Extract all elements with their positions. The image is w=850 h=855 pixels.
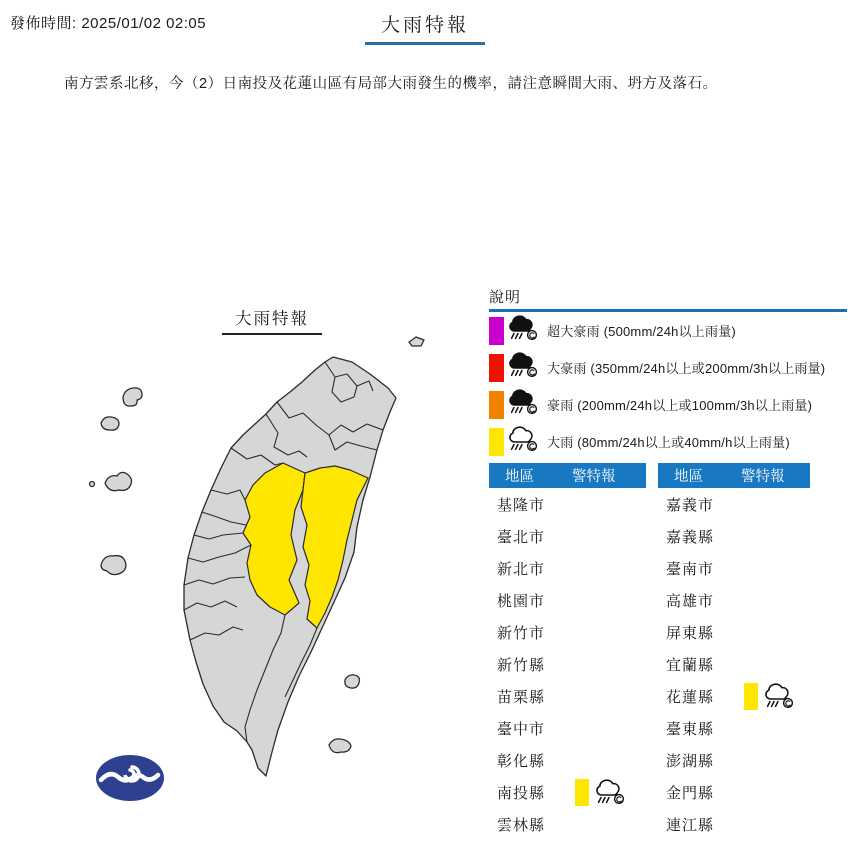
legend-item-大雨	[489, 423, 847, 460]
warning-indicator-大雨	[744, 682, 797, 710]
region-name: 新竹縣	[497, 656, 546, 674]
region-name: 南投縣	[497, 784, 546, 802]
legend-item-超大豪雨	[489, 312, 847, 349]
cwb-logo-icon	[96, 755, 164, 801]
legend-item-大豪雨	[489, 349, 847, 386]
legend-panel	[489, 286, 847, 460]
outline-rain-cloud-icon	[507, 425, 541, 453]
legend-item-label: 超大豪雨 (500mm/24h以上雨量)	[547, 324, 736, 339]
region-name: 桃園市	[497, 592, 546, 610]
table-body	[489, 488, 646, 840]
table-row-新竹市	[489, 616, 646, 648]
legend-item-label: 大雨 (80mm/24h以上或40mm/h以上雨量)	[547, 435, 790, 450]
table-row-高雄市	[658, 584, 810, 616]
table-row-嘉義市	[658, 488, 810, 520]
warning-table-left	[489, 463, 646, 840]
filled-storm-cloud-icon	[507, 388, 541, 416]
warning-color-swatch	[575, 779, 589, 806]
table-row-連江縣	[658, 808, 810, 840]
region-name: 彰化縣	[497, 752, 546, 770]
region-name: 新竹市	[497, 624, 546, 642]
table-row-桃園市	[489, 584, 646, 616]
table-row-彰化縣	[489, 744, 646, 776]
filled-storm-cloud-icon	[507, 314, 541, 342]
region-name: 嘉義縣	[666, 528, 715, 546]
column-header-warning: 警特報	[572, 469, 616, 485]
map-title: 大雨特報	[222, 305, 322, 335]
table-body	[658, 488, 810, 840]
region-hualien-highlight	[301, 466, 368, 628]
region-name: 澎湖縣	[666, 752, 715, 770]
table-row-新北市	[489, 552, 646, 584]
bulletin-text: 南方雲系北移，今（2）日南投及花蓮山區有局部大雨發生的機率，請注意瞬間大雨、坍方及落石。	[64, 76, 718, 92]
region-name: 嘉義市	[666, 496, 715, 514]
region-name: 金門縣	[666, 784, 715, 802]
filled-storm-cloud-icon	[507, 351, 541, 379]
taiwan-map-svg	[85, 285, 480, 850]
region-name: 臺中市	[497, 720, 546, 738]
legend-title: 說明	[489, 289, 522, 306]
column-header-region: 地區	[674, 469, 703, 485]
region-name: 苗栗縣	[497, 688, 546, 706]
page-title: 大雨特報	[365, 10, 485, 45]
table-row-臺東縣	[658, 712, 810, 744]
legend-color-swatch	[489, 428, 504, 456]
table-header	[658, 463, 810, 488]
region-name: 基隆市	[497, 496, 546, 514]
region-name: 高雄市	[666, 592, 715, 610]
legend-item-label: 豪雨 (200mm/24h以上或100mm/3h以上雨量)	[547, 398, 813, 413]
table-row-澎湖縣	[658, 744, 810, 776]
warning-color-swatch	[744, 683, 758, 710]
warning-table-right	[658, 463, 810, 840]
table-header	[489, 463, 646, 488]
table-row-屏東縣	[658, 616, 810, 648]
table-row-嘉義縣	[658, 520, 810, 552]
heavy-rain-cloud-icon	[763, 682, 797, 710]
table-row-臺北市	[489, 520, 646, 552]
table-row-臺南市	[658, 552, 810, 584]
legend-item-豪雨	[489, 386, 847, 423]
table-row-苗栗縣	[489, 680, 646, 712]
column-header-warning: 警特報	[741, 469, 785, 485]
table-row-宜蘭縣	[658, 648, 810, 680]
legend-color-swatch	[489, 354, 504, 382]
region-name: 新北市	[497, 560, 546, 578]
region-name: 宜蘭縣	[666, 656, 715, 674]
table-row-金門縣	[658, 776, 810, 808]
region-name: 屏東縣	[666, 624, 715, 642]
region-name: 臺北市	[497, 528, 546, 546]
heavy-rain-cloud-icon	[594, 778, 628, 806]
legend-items	[489, 312, 847, 460]
legend-color-swatch	[489, 391, 504, 419]
table-row-雲林縣	[489, 808, 646, 840]
legend-item-label: 大豪雨 (350mm/24h以上或200mm/3h以上雨量)	[547, 361, 826, 376]
table-row-新竹縣	[489, 648, 646, 680]
table-row-花蓮縣	[658, 680, 810, 712]
column-header-region: 地區	[505, 469, 534, 485]
publish-time: 發佈時間: 2025/01/02 02:05	[10, 15, 207, 32]
region-name: 臺南市	[666, 560, 715, 578]
table-row-臺中市	[489, 712, 646, 744]
region-name: 花蓮縣	[666, 688, 715, 706]
legend-color-swatch	[489, 317, 504, 345]
taiwan-warning-map	[85, 285, 480, 850]
warning-indicator-大雨	[575, 778, 628, 806]
table-row-基隆市	[489, 488, 646, 520]
region-name: 雲林縣	[497, 816, 546, 834]
table-row-南投縣	[489, 776, 646, 808]
region-name: 連江縣	[666, 816, 715, 834]
region-name: 臺東縣	[666, 720, 715, 738]
